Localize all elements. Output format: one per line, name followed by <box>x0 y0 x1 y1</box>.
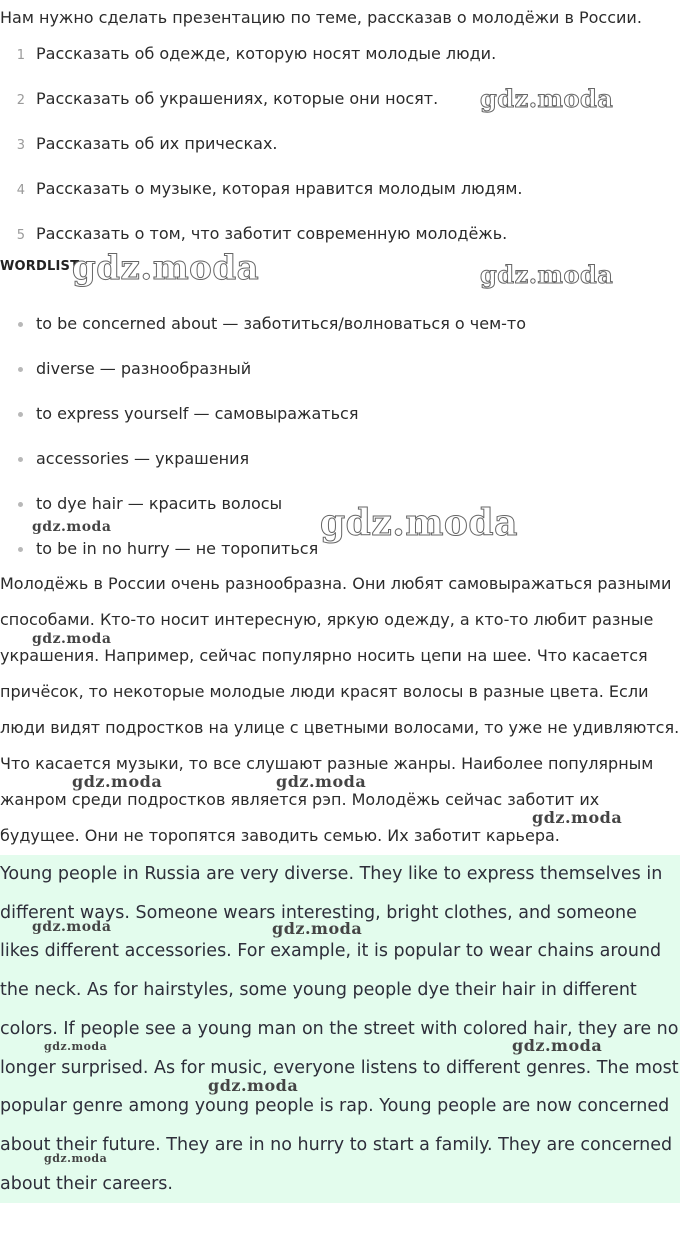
list-item <box>0 401 526 446</box>
watermark: gdz.moda <box>532 808 623 827</box>
task-list <box>0 41 522 266</box>
russian-text: Молодёжь в России очень разнообразна. Они любят самовыражаться разными способами. Кто-то носит интересную, яркую одежду, а кто-то любит разные украшения. Например, сейчас популярно носить цепи на шее. Что касается причёсок, то некоторые молодые люди красят волосы в разные цвета. Если люди видят подростков на улице с цветными волосами, то уже не удивляются. Что касается музыки, то все слушают разные жанры. Наиболее популярным жанром среди подростков является рэп. Молодёжь сейчас заботит их будущее. Они не торопятся заводить семью. Их заботит карьера. <box>0 574 680 845</box>
list-item <box>0 131 522 176</box>
watermark: gdz.moda <box>32 919 112 935</box>
list-item <box>0 446 526 491</box>
item-number: 4 <box>16 183 25 198</box>
list-item <box>0 311 526 356</box>
watermark: gdz.moda <box>72 248 260 288</box>
item-text: Рассказать о том, что заботит современную молодёжь. <box>36 224 508 243</box>
bullet-icon <box>18 502 23 507</box>
item-text: diverse — разнообразный <box>36 359 252 378</box>
bullet-icon <box>18 412 23 417</box>
watermark: gdz.moda <box>320 502 518 544</box>
watermark: gdz.moda <box>44 1152 108 1165</box>
watermark: gdz.moda <box>276 772 367 791</box>
watermark: gdz.moda <box>480 84 614 113</box>
item-text: to be in no hurry — не торопиться <box>36 539 319 558</box>
watermark: gdz.moda <box>72 772 163 791</box>
item-text: to dye hair — красить волосы <box>36 494 283 513</box>
item-number: 3 <box>16 138 25 153</box>
watermark: gdz.moda <box>32 519 112 535</box>
watermark: gdz.moda <box>208 1076 299 1095</box>
watermark: gdz.moda <box>272 919 363 938</box>
item-text: Рассказать об одежде, которую носят молодые люди. <box>36 44 497 63</box>
bullet-icon <box>18 322 23 327</box>
watermark: gdz.moda <box>32 631 112 647</box>
bullet-icon <box>18 547 23 552</box>
watermark: gdz.moda <box>44 1040 108 1053</box>
translation-block <box>0 855 680 1203</box>
english-text: Young people in Russia are very diverse. They like to express themselves in different ways. Someone wears interesting, bright clothes, and someone likes different accessories. For example, it is popular to wear chains around the neck. As for hairstyles, some young people dye their hair in different colors. If people see a young man on the street with colored hair, they are no longer surprised. As for music, everyone listens to different genres. The most popular genre among young people is rap. Young people are now concerned about their future. They are in no hurry to start a family. They are concerned about their careers. <box>0 864 679 1194</box>
item-number: 2 <box>16 93 25 108</box>
item-text: to be concerned about — заботиться/волноваться о чем-то <box>36 314 527 333</box>
item-text: Рассказать об украшениях, которые они носят. <box>36 89 439 108</box>
item-number: 5 <box>16 228 25 243</box>
bullet-icon <box>18 457 23 462</box>
list-item <box>0 86 522 131</box>
item-text: Рассказать об их прическах. <box>36 134 278 153</box>
intro-text: Нам нужно сделать презентацию по теме, рассказав о молодёжи в России. <box>0 8 642 27</box>
list-item <box>0 176 522 221</box>
watermark: gdz.moda <box>512 1036 603 1055</box>
list-item <box>0 41 522 86</box>
item-text: accessories — украшения <box>36 449 250 468</box>
item-text: Рассказать о музыке, которая нравится молодым людям. <box>36 179 523 198</box>
watermark: gdz.moda <box>480 260 614 289</box>
wordlist-heading: WORDLIST <box>0 259 80 274</box>
item-text: to express yourself — самовыражаться <box>36 404 359 423</box>
list-item <box>0 356 526 401</box>
item-number: 1 <box>16 48 25 63</box>
bullet-icon <box>18 367 23 372</box>
